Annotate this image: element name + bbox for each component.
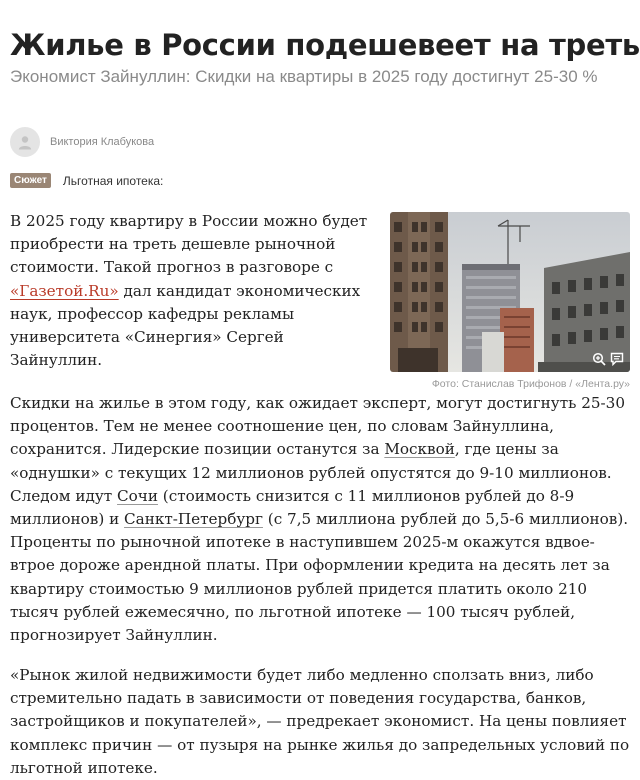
article-title: Жилье в России подешевеет на треть (10, 28, 640, 63)
saint-petersburg-link[interactable]: Санкт-Петербург (124, 510, 263, 529)
zoom-icon[interactable] (592, 352, 606, 366)
article-photo[interactable] (390, 212, 630, 372)
article-subtitle: Экономист Зайнуллин: Скидки на квартиры в 2025 году достигнут 25-30 % (10, 67, 598, 86)
paragraph-2 (10, 392, 632, 647)
story-label[interactable]: Льготная ипотека: (62, 173, 164, 188)
photo-icons (592, 352, 624, 366)
author-row (10, 126, 154, 158)
paragraph-1 (10, 210, 380, 372)
p2-text-a: Скидки на жилье в этом году, как ожидает эксперт, могут достигнуть 25-30 процентов. Тем не менее соотношение цен, по словам Зайнуллина, сохранится. Лидерские позиции останутся за (10, 394, 625, 459)
paragraph-3: «Рынок жилой недвижимости будет либо медленно сползать вниз, либо стремительно падать в зависимости от поведения государства, банков, застройщиков и покупателей», — предрекает экономист. На цены повлияет комплекс причин — от пузыря на рынке жилья до запредельных условий по льготной ипотеке. (10, 666, 630, 777)
p2-text-b: , где цены за «однушки» с текущих 12 миллионов рублей опустятся до 9-10 миллионов. Следом идут (10, 440, 612, 505)
moscow-link[interactable]: Москвой (384, 440, 455, 459)
story-row (10, 173, 163, 188)
avatar[interactable] (10, 127, 40, 157)
photo-caption: Фото: Станислав Трифонов / «Лента.ру» (431, 378, 630, 390)
story-badge[interactable]: Сюжет (10, 173, 51, 188)
p2-text-d: (с 7,5 миллиона рублей до 5,5-6 миллионов). Проценты по рыночной ипотеке в наступившем 2025-м окажутся вдвое-втрое дороже арендной платы. При оформлении кредита на десять лет за квартиру стоимостью 9 миллионов рублей придется платить около 210 тысяч рублей ежемесячно, по льготной ипотеке — 100 тысяч рублей, прогнозирует Зайнуллин. (10, 510, 629, 645)
comment-icon[interactable] (610, 352, 624, 366)
author-name[interactable]: Виктория Клабукова (50, 136, 155, 148)
gazeta-link[interactable]: «Газетой.Ru» (10, 281, 119, 300)
p1-text-b: дал кандидат экономических наук, профессор кафедры рекламы университета «Синергия» Сергей Зайнуллин. (10, 281, 361, 370)
sochi-link[interactable]: Сочи (117, 486, 158, 505)
user-icon (17, 134, 33, 150)
city-buildings-image (390, 212, 630, 372)
p1-text-a: В 2025 году квартиру в России можно будет приобрести на треть дешевле рыночной стоимости. Такой прогноз в разговоре с (10, 212, 368, 277)
p2-text-c: (стоимость снизится с 11 миллионов рублей до 8-9 миллионов) и (10, 486, 575, 529)
